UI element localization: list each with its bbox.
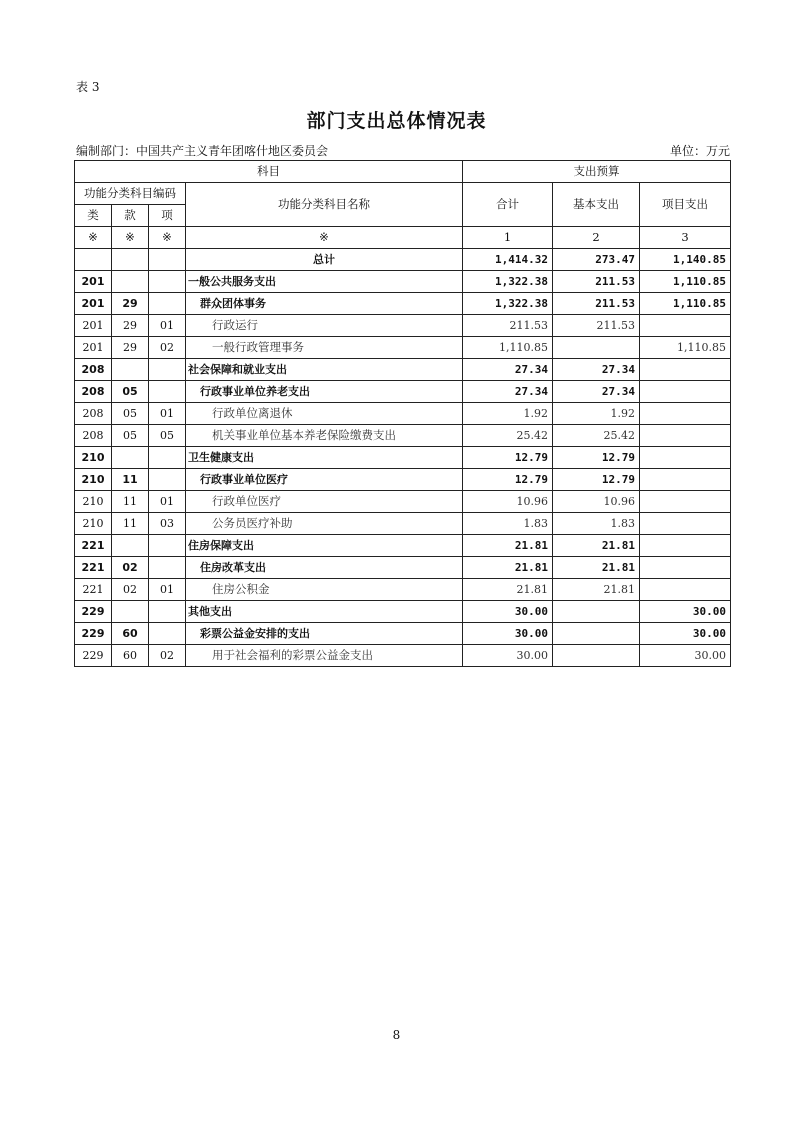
code-xiang: 01 bbox=[149, 315, 186, 337]
code-lei: 208 bbox=[75, 425, 112, 447]
amount-basic: 211.53 bbox=[553, 293, 640, 315]
code-kuan bbox=[112, 447, 149, 469]
code-xiang: 01 bbox=[149, 491, 186, 513]
index-cell: 1 bbox=[463, 227, 553, 249]
amount-project: 30.00 bbox=[640, 645, 731, 667]
table-row bbox=[75, 645, 731, 667]
table-row bbox=[75, 447, 731, 469]
code-lei: 221 bbox=[75, 557, 112, 579]
amount-total: 12.79 bbox=[463, 447, 553, 469]
amount-project bbox=[640, 403, 731, 425]
table-row bbox=[75, 601, 731, 623]
header-basic: 基本支出 bbox=[553, 183, 640, 227]
code-kuan: 60 bbox=[112, 623, 149, 645]
code-kuan: 11 bbox=[112, 469, 149, 491]
table-row bbox=[75, 579, 731, 601]
amount-basic bbox=[553, 645, 640, 667]
subject-name: 机关事业单位基本养老保险缴费支出 bbox=[186, 425, 463, 447]
table-row bbox=[75, 623, 731, 645]
amount-project bbox=[640, 315, 731, 337]
table-row bbox=[75, 491, 731, 513]
amount-project bbox=[640, 381, 731, 403]
amount-basic bbox=[553, 337, 640, 359]
table-row bbox=[75, 315, 731, 337]
code-lei: 201 bbox=[75, 271, 112, 293]
code-kuan: 29 bbox=[112, 315, 149, 337]
code-lei: 229 bbox=[75, 601, 112, 623]
header-subject: 科目 bbox=[75, 161, 463, 183]
header-xiang: 项 bbox=[149, 205, 186, 227]
code-lei: 229 bbox=[75, 645, 112, 667]
subject-name: 住房保障支出 bbox=[186, 535, 463, 557]
code-xiang bbox=[149, 469, 186, 491]
header-kuan: 款 bbox=[112, 205, 149, 227]
total-row bbox=[75, 249, 731, 271]
code-kuan: 05 bbox=[112, 425, 149, 447]
code-xiang bbox=[149, 601, 186, 623]
subject-name: 住房公积金 bbox=[186, 579, 463, 601]
table-row bbox=[75, 425, 731, 447]
table-row bbox=[75, 535, 731, 557]
unit-label: 单位：万元 bbox=[669, 144, 730, 158]
code-xiang bbox=[149, 535, 186, 557]
code-xiang bbox=[149, 293, 186, 315]
code-lei: 208 bbox=[75, 381, 112, 403]
total-sum: 1,414.32 bbox=[463, 249, 553, 271]
subject-name: 卫生健康支出 bbox=[186, 447, 463, 469]
subject-name: 公务员医疗补助 bbox=[186, 513, 463, 535]
amount-total: 1.92 bbox=[463, 403, 553, 425]
subject-name: 行政运行 bbox=[186, 315, 463, 337]
mark-cell: ※ bbox=[112, 227, 149, 249]
amount-project: 30.00 bbox=[640, 623, 731, 645]
subject-name: 社会保障和就业支出 bbox=[186, 359, 463, 381]
amount-basic: 12.79 bbox=[553, 469, 640, 491]
amount-total: 21.81 bbox=[463, 535, 553, 557]
code-kuan bbox=[112, 535, 149, 557]
table-row bbox=[75, 293, 731, 315]
code-lei: 208 bbox=[75, 359, 112, 381]
amount-total: 21.81 bbox=[463, 557, 553, 579]
subject-name: 群众团体事务 bbox=[186, 293, 463, 315]
header-code-group: 功能分类科目编码 bbox=[75, 183, 186, 205]
amount-total: 30.00 bbox=[463, 645, 553, 667]
amount-basic: 211.53 bbox=[553, 271, 640, 293]
code-kuan bbox=[112, 271, 149, 293]
header-name: 功能分类科目名称 bbox=[186, 183, 463, 227]
amount-total: 12.79 bbox=[463, 469, 553, 491]
index-cell: 3 bbox=[640, 227, 731, 249]
code-lei: 201 bbox=[75, 315, 112, 337]
amount-project bbox=[640, 447, 731, 469]
subject-name: 其他支出 bbox=[186, 601, 463, 623]
code-xiang bbox=[149, 447, 186, 469]
code-kuan: 11 bbox=[112, 513, 149, 535]
table-row bbox=[75, 557, 731, 579]
amount-total: 1,322.38 bbox=[463, 293, 553, 315]
code-xiang bbox=[149, 381, 186, 403]
subject-name: 彩票公益金安排的支出 bbox=[186, 623, 463, 645]
code-xiang: 02 bbox=[149, 337, 186, 359]
amount-project bbox=[640, 535, 731, 557]
amount-total: 211.53 bbox=[463, 315, 553, 337]
code-lei: 201 bbox=[75, 337, 112, 359]
code-lei: 229 bbox=[75, 623, 112, 645]
code-xiang: 03 bbox=[149, 513, 186, 535]
code-xiang bbox=[149, 623, 186, 645]
subject-name: 行政单位医疗 bbox=[186, 491, 463, 513]
subject-name: 一般公共服务支出 bbox=[186, 271, 463, 293]
table-number: 表 3 bbox=[76, 80, 100, 94]
amount-project bbox=[640, 359, 731, 381]
header-lei: 类 bbox=[75, 205, 112, 227]
amount-basic: 27.34 bbox=[553, 359, 640, 381]
amount-total: 25.42 bbox=[463, 425, 553, 447]
code-xiang bbox=[149, 557, 186, 579]
code-xiang: 02 bbox=[149, 645, 186, 667]
mark-cell: ※ bbox=[186, 227, 463, 249]
page-title: 部门支出总体情况表 bbox=[306, 110, 487, 132]
amount-total: 27.34 bbox=[463, 359, 553, 381]
code-lei: 210 bbox=[75, 447, 112, 469]
subject-name: 行政事业单位养老支出 bbox=[186, 381, 463, 403]
code-xiang: 01 bbox=[149, 403, 186, 425]
subject-name: 行政单位离退休 bbox=[186, 403, 463, 425]
amount-total: 30.00 bbox=[463, 601, 553, 623]
table-row bbox=[75, 381, 731, 403]
amount-project bbox=[640, 557, 731, 579]
amount-basic: 10.96 bbox=[553, 491, 640, 513]
subject-name: 行政事业单位医疗 bbox=[186, 469, 463, 491]
code-kuan: 29 bbox=[112, 293, 149, 315]
code-lei: 208 bbox=[75, 403, 112, 425]
amount-basic: 211.53 bbox=[553, 315, 640, 337]
amount-project bbox=[640, 469, 731, 491]
header-total: 合计 bbox=[463, 183, 553, 227]
amount-total: 1,322.38 bbox=[463, 271, 553, 293]
amount-basic: 12.79 bbox=[553, 447, 640, 469]
code-kuan: 02 bbox=[112, 557, 149, 579]
amount-total: 27.34 bbox=[463, 381, 553, 403]
index-cell: 2 bbox=[553, 227, 640, 249]
table-row bbox=[75, 271, 731, 293]
total-project: 1,140.85 bbox=[640, 249, 731, 271]
table-row bbox=[75, 469, 731, 491]
code-lei: 201 bbox=[75, 293, 112, 315]
amount-project bbox=[640, 579, 731, 601]
code-kuan: 29 bbox=[112, 337, 149, 359]
total-label: 总计 bbox=[186, 249, 463, 271]
amount-project bbox=[640, 513, 731, 535]
amount-project bbox=[640, 425, 731, 447]
amount-basic: 1.83 bbox=[553, 513, 640, 535]
code-lei: 221 bbox=[75, 579, 112, 601]
code-kuan: 05 bbox=[112, 403, 149, 425]
code-xiang: 01 bbox=[149, 579, 186, 601]
amount-project: 1,110.85 bbox=[640, 293, 731, 315]
code-lei: 210 bbox=[75, 513, 112, 535]
amount-basic: 25.42 bbox=[553, 425, 640, 447]
total-basic: 273.47 bbox=[553, 249, 640, 271]
subject-name: 用于社会福利的彩票公益金支出 bbox=[186, 645, 463, 667]
amount-total: 1.83 bbox=[463, 513, 553, 535]
amount-project bbox=[640, 491, 731, 513]
subject-name: 一般行政管理事务 bbox=[186, 337, 463, 359]
amount-total: 1,110.85 bbox=[463, 337, 553, 359]
mark-cell: ※ bbox=[149, 227, 186, 249]
header-project: 项目支出 bbox=[640, 183, 731, 227]
amount-basic: 21.81 bbox=[553, 579, 640, 601]
code-lei: 210 bbox=[75, 491, 112, 513]
code-lei: 210 bbox=[75, 469, 112, 491]
code-lei: 221 bbox=[75, 535, 112, 557]
amount-basic: 21.81 bbox=[553, 535, 640, 557]
table-row bbox=[75, 359, 731, 381]
page-number: 8 bbox=[392, 1028, 401, 1042]
subject-name: 住房改革支出 bbox=[186, 557, 463, 579]
code-kuan: 05 bbox=[112, 381, 149, 403]
amount-basic bbox=[553, 601, 640, 623]
department-label: 编制部门：中国共产主义青年团喀什地区委员会 bbox=[76, 144, 329, 158]
amount-basic: 21.81 bbox=[553, 557, 640, 579]
code-kuan bbox=[112, 359, 149, 381]
mark-cell: ※ bbox=[75, 227, 112, 249]
code-kuan: 02 bbox=[112, 579, 149, 601]
header-budget: 支出预算 bbox=[463, 161, 731, 183]
amount-basic: 27.34 bbox=[553, 381, 640, 403]
table-row bbox=[75, 403, 731, 425]
code-xiang bbox=[149, 359, 186, 381]
amount-basic: 1.92 bbox=[553, 403, 640, 425]
table-row bbox=[75, 513, 731, 535]
expenditure-table bbox=[74, 160, 731, 667]
code-xiang bbox=[149, 271, 186, 293]
amount-project: 1,110.85 bbox=[640, 271, 731, 293]
amount-total: 10.96 bbox=[463, 491, 553, 513]
code-kuan: 11 bbox=[112, 491, 149, 513]
code-kuan bbox=[112, 601, 149, 623]
amount-project: 30.00 bbox=[640, 601, 731, 623]
amount-basic bbox=[553, 623, 640, 645]
table-row bbox=[75, 337, 731, 359]
code-xiang: 05 bbox=[149, 425, 186, 447]
code-kuan: 60 bbox=[112, 645, 149, 667]
index-row bbox=[75, 227, 731, 249]
amount-project: 1,110.85 bbox=[640, 337, 731, 359]
amount-total: 21.81 bbox=[463, 579, 553, 601]
amount-total: 30.00 bbox=[463, 623, 553, 645]
